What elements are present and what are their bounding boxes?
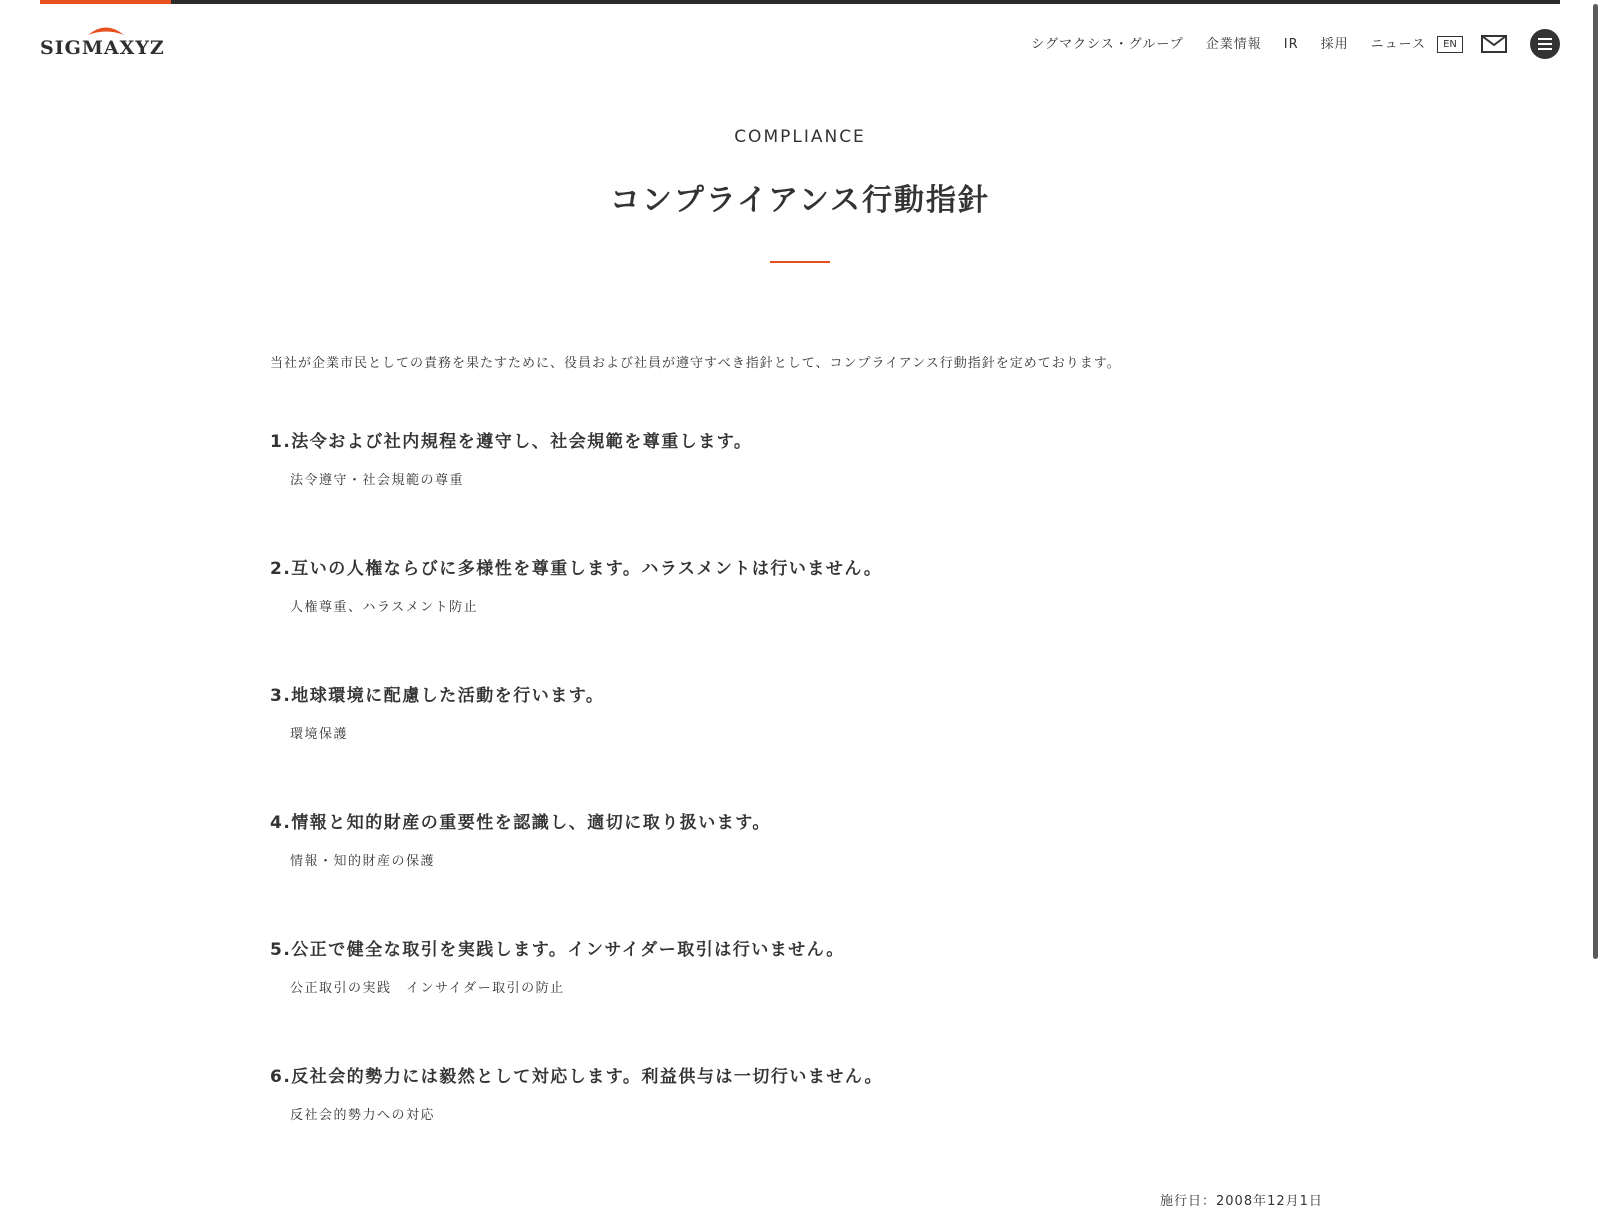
principle-summary: 法令遵守・社会規範の尊重 [290, 473, 465, 488]
menu-line [1538, 48, 1552, 50]
principle-item [270, 684, 1330, 744]
title-underline [770, 261, 830, 263]
language-toggle-en[interactable]: EN [1437, 36, 1463, 53]
sigmaxyz-logo[interactable] [40, 24, 172, 58]
top-progress-bar [40, 0, 1560, 4]
scrollbar-thumb[interactable] [1593, 4, 1598, 959]
global-nav [1031, 36, 1426, 54]
nav-item-recruit[interactable]: 採用 [1320, 37, 1349, 52]
nav-item-news[interactable]: ニュース [1370, 37, 1426, 52]
effective-date: 施行日：2008年12月1日 [1160, 1194, 1323, 1209]
principle-item [270, 811, 1330, 871]
logo-wordmark: SIGMAXYZ [40, 37, 165, 59]
nav-item-company[interactable]: 企業情報 [1205, 37, 1262, 52]
menu-line [1538, 38, 1552, 40]
principle-item [270, 430, 1330, 490]
principle-item [270, 938, 1330, 998]
principle-summary: 情報・知的財産の保護 [290, 854, 436, 869]
principle-summary: 人権尊重、ハラスメント防止 [290, 600, 479, 615]
logo-arc-icon [86, 24, 126, 36]
principle-heading: 4.情報と知的財産の重要性を認識し、適切に取り扱います。 [270, 813, 771, 833]
top-progress-accent [40, 0, 171, 4]
principle-summary: 公正取引の実践 インサイダー取引の防止 [290, 981, 565, 996]
menu-line [1538, 43, 1552, 45]
nav-item-group[interactable]: シグマクシス・グループ [1031, 37, 1184, 52]
mail-icon[interactable] [1481, 35, 1507, 53]
intro-text: 当社が企業市民としての責務を果たすために、役員および社員が遵守すべき指針として、コンプライアンス行動指針を定めております。 [270, 356, 1121, 371]
hamburger-menu-icon[interactable] [1530, 29, 1560, 59]
page-scrollbar[interactable] [1590, 0, 1600, 1200]
principle-item [270, 557, 1330, 617]
nav-item-ir[interactable]: IR [1283, 37, 1299, 52]
principle-summary: 環境保護 [290, 727, 349, 742]
section-eyebrow: COMPLIANCE [734, 127, 866, 147]
page-title: コンプライアンス行動指針 [609, 183, 991, 218]
principle-summary: 反社会的勢力への対応 [290, 1108, 436, 1123]
principle-heading: 6.反社会的勢力には毅然として対応します。利益供与は一切行いません。 [270, 1067, 883, 1087]
principle-item [270, 1065, 1330, 1125]
principle-heading: 3.地球環境に配慮した活動を行います。 [270, 686, 605, 706]
principle-heading: 5.公正で健全な取引を実践します。インサイダー取引は行いません。 [270, 940, 845, 960]
principle-heading: 1.法令および社内規程を遵守し、社会規範を尊重します。 [270, 432, 753, 452]
principle-heading: 2.互いの人権ならびに多様性を尊重します。ハラスメントは行いません。 [270, 559, 883, 579]
